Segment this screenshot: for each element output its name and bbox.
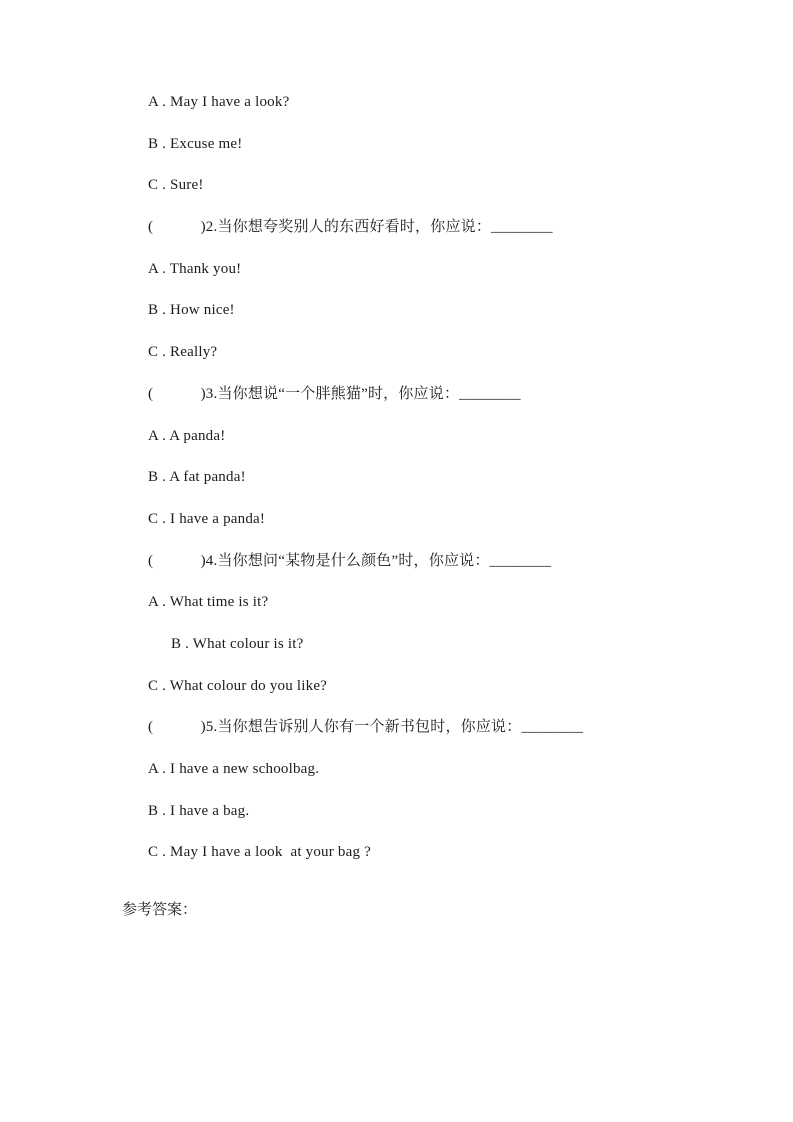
question-4-option-a: A . What time is it? xyxy=(148,594,269,611)
question-4-option-b: B . What colour is it? xyxy=(171,635,304,652)
question-5-prompt: ( )5.当你想告诉别人你有一个新书包时，你应说：________ xyxy=(148,719,584,736)
answer-key-heading: 参考答案： xyxy=(122,902,198,919)
question-2-option-a: A . Thank you! xyxy=(148,260,242,277)
question-1-option-c: C . Sure! xyxy=(148,177,204,194)
question-3-option-a: A . A panda! xyxy=(148,427,226,444)
question-2-option-c: C . Really? xyxy=(148,344,218,361)
question-2-option-b: B . How nice! xyxy=(148,302,235,319)
question-1-option-b: B . Excuse me! xyxy=(148,135,243,152)
question-3-option-c: C . I have a panda! xyxy=(148,510,266,527)
question-4-prompt: ( )4.当你想问“某物是什么颜色”时，你应说：________ xyxy=(148,552,552,569)
question-3-prompt: ( )3.当你想说“一个胖熊猫”时，你应说：________ xyxy=(148,385,521,402)
question-1-option-a: A . May I have a look? xyxy=(148,94,290,110)
question-5-option-a: A . I have a new schoolbag. xyxy=(148,761,320,777)
question-2-prompt: ( )2.当你想夸奖别人的东西好看时，你应说：________ xyxy=(148,219,553,236)
question-5-option-c: C . May I have a look at your bag ? xyxy=(148,844,371,861)
quiz-content xyxy=(122,82,753,932)
question-4-option-c: C . What colour do you like? xyxy=(148,677,328,694)
question-3-option-b: B . A fat panda! xyxy=(148,469,246,486)
question-5-option-b: B . I have a bag. xyxy=(148,802,250,819)
